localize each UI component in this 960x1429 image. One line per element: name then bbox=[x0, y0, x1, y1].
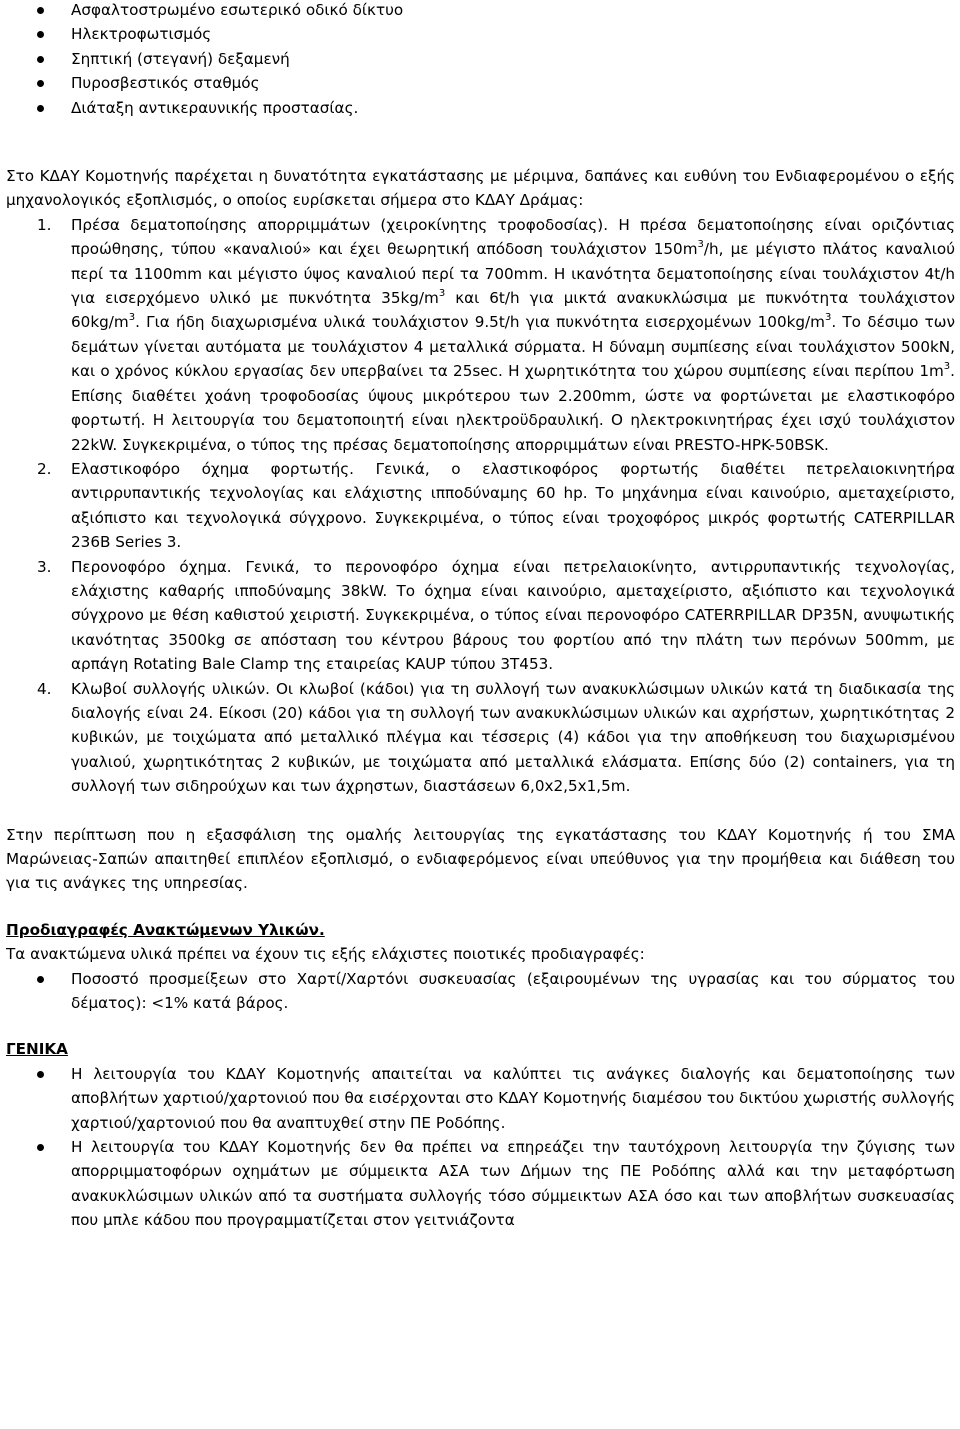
bullet-icon bbox=[37, 1071, 44, 1078]
general-heading: ΓΕΝΙΚΑ bbox=[6, 1040, 68, 1059]
bullet-icon bbox=[37, 80, 44, 87]
item-text: Πρέσα δεματοποίησης απορριμμάτων (χειροκίνητης τροφοδοσίας). Η πρέσα δεματοποίησης είναι οριζόντιας προώθησης, τύπου «καναλιού» και έχει θεωρητική απόδοση τουλάχιστον $150m^3/h$, με μέγιστο πλάτος καναλιού περί τα 1100mm και μέγιστο ύψος καναλιού περί τα 700mm. Η ικανότητα δεματοποίησης είναι τουλάχιστον 4t/h για εισερχόμενο υλικό με πυκνότητα $35kg/m^3$ και 6t/h για μικτά ανακυκλώσιμα με πυκνότητα τουλάχιστον $60kg/m^3$. Για ήδη διαχωρισμένα υλικά τουλάχιστον 9.5t/h για πυκνότητα εισερχομένων $100kg/m^3$. Το δέσιμο των δεμάτων γίνεται αυτόματα με τουλάχιστον 4 μεταλλικά σύρματα. Η δύναμη συμπίεσης είναι τουλάχιστον 500kN, και ο χρόνος κύκλου εργασίας δεν υπερβαίνει τα 25sec. Η χωρητικότητα του χώρου συμπίεσης είναι περίπου $1m^3$. Επίσης διαθέτει χοάνη τροφοδοσίας ύψους μικρότερου των 2.200mm, ώστε να φορτώνεται με ελαστικοφόρο φορτωτή. Η λειτουργία του δεματοποιητή είναι ηλεκτροϋδραυλική. Ο ηλεκτροκινητήρας έχει ισχύ τουλάχιστον 22kW. Συγκεκριμένα, ο τύπος της πρέσας δεματοποίησης απορριμμάτων είναι PRESTO-HPK-50BSK. bbox=[71, 215, 955, 454]
equipment-item bbox=[6, 555, 955, 677]
list-item bbox=[6, 71, 955, 95]
sma-paragraph: Στην περίπτωση που η εξασφάλιση της ομαλής λειτουργίας της εγκατάστασης του ΚΔΑΥ Κομοτηνής ή του ΣΜΑ Μαρώνειας-Σαπών απαιτηθεί επιπλέον εξοπλισμό, ο ενδιαφερόμενος είναι υπεύθυνος για την προμήθεια και διάθεση του για τις ανάγκες της υπηρεσίας. bbox=[6, 825, 955, 893]
item-number: 4. bbox=[37, 679, 52, 698]
item-number: 1. bbox=[37, 215, 52, 234]
list-item-text: Ηλεκτροφωτισμός bbox=[71, 25, 212, 44]
equipment-list bbox=[6, 213, 955, 799]
specs-heading: Προδιαγραφές Ανακτώμενων Υλικών. bbox=[6, 920, 325, 939]
bullet-icon bbox=[37, 31, 44, 38]
item-text: Ελαστικοφόρο όχημα φορτωτής. Γενικά, ο ελαστικοφόρος φορτωτής διαθέτει πετρελαιοκινητήρα αντιρρυπαντικής τεχνολογίας και ελάχιστης ιπποδύναμης 60 hp. Το μηχάνημα είναι καινούριο, αμεταχείριστο, αξιόπιστο και τεχνολογικά σύγχρονο. Συγκεκριμένα, ο τύπος είναι τροχοφόρος μικρός φορτωτής CATERPILLAR 236B Series 3. bbox=[71, 459, 955, 552]
list-item bbox=[6, 1062, 955, 1135]
list-item bbox=[6, 47, 955, 71]
list-item bbox=[6, 96, 955, 120]
general-bullet-list bbox=[6, 1062, 955, 1233]
item-text: Περονοφόρο όχημα. Γενικά, το περονοφόρο όχημα είναι πετρελαιοκίνητο, αντιρρυπαντικής τεχνολογίας, ελάχιστης καθαρής ιπποδύναμης 38kW. Το όχημα είναι καινούριο, αμεταχείριστο, αξιόπιστο και τεχνολογικά σύγχρονο με θέση καθιστού χειριστή. Συγκεκριμένα, ο τύπος είναι περονοφόρο CATERRPILLAR DP35N, ανυψωτικής ικανότητας 3500kg σε απόσταση του κέντρου βάρους του φορτίου από την πλάτη των περόνων 500mm, με αρπάγη Rotating Bale Clamp της εταιρείας KAUP τύπου 3T453. bbox=[71, 557, 955, 674]
bullet-icon bbox=[37, 7, 44, 14]
specs-bullet-list bbox=[6, 967, 955, 1016]
document-page bbox=[6, 0, 955, 1233]
list-item bbox=[6, 22, 955, 46]
item-text: Κλωβοί συλλογής υλικών. Οι κλωβοί (κάδοι) για τη συλλογή των ανακυκλώσιμων υλικών κατά τη διαδικασία της διαλογής είναι 24. Είκοσι (20) κάδοι για τη συλλογή των ανακυκλώσιμων υλικών και αχρήστων, χωρητικότητας 2 κυβικών, με τοιχώματα από μεταλλικό πλέγμα και τέσσερις (4) κάδοι για την αποθήκευση του διαχωρισμένου γυαλιού, χωρητικότητας 2 κυβικών, με τοιχώματα από μεταλλικά ελάσματα. Επίσης δύο (2) containers, για τη συλλογή των σιδηρούχων και των άχρηστων, διαστάσεων 6,0x2,5x1,5m. bbox=[71, 679, 955, 796]
bullet-icon bbox=[37, 105, 44, 112]
bullet-icon bbox=[37, 1144, 44, 1151]
list-item bbox=[6, 0, 955, 22]
equipment-item bbox=[6, 457, 955, 555]
list-item-text: Η λειτουργία του ΚΔΑΥ Κομοτηνής απαιτείται να καλύπτει τις ανάγκες διαλογής και δεματοποίησης των αποβλήτων χαρτιού/χαρτονιού που θα εισέρχονται στο ΚΔΑΥ Κομοτηνής διαμέσου του δικτύου χωριστής συλλογής χαρτιού/χαρτονιού που θα αναπτυχθεί στην ΠΕ Ροδόπης. bbox=[71, 1064, 955, 1132]
bullet-icon bbox=[37, 976, 44, 983]
item-number: 3. bbox=[37, 557, 52, 576]
specs-intro: Τα ανακτώμενα υλικά πρέπει να έχουν τις εξής ελάχιστες ποιοτικές προδιαγραφές: bbox=[6, 945, 645, 964]
bullet-icon bbox=[37, 56, 44, 63]
list-item-text: Πυροσβεστικός σταθμός bbox=[71, 74, 260, 93]
item-number: 2. bbox=[37, 459, 52, 478]
list-item bbox=[6, 1135, 955, 1233]
top-bullet-list bbox=[6, 0, 955, 120]
list-item-text: Η λειτουργία του ΚΔΑΥ Κομοτηνής δεν θα πρέπει να επηρεάζει την ταυτόχρονη λειτουργία την ζύγισης των απορριμματοφόρων οχημάτων με σύμμεικτα ΑΣΑ των Δήμων της ΠΕ Ροδόπης αλλά και την μεταφόρτωση ανακυκλώσιμων υλικών από τα συστήματα συλλογής τόσο σύμμεικτων ΑΣΑ όσο και των αποβλήτων συσκευασίας που μπλε κάδου που προγραμματίζεται στον γειτνιάζοντα bbox=[71, 1138, 955, 1230]
list-item bbox=[6, 967, 955, 1016]
list-item-text: Ασφαλτοστρωμένο εσωτερικό οδικό δίκτυο bbox=[71, 1, 404, 19]
equipment-item bbox=[6, 213, 955, 457]
list-item-text: Ποσοστό προσμείξεων στο Χαρτί/Χαρτόνι συσκευασίας (εξαιρουμένων της υγρασίας και του σύρματος του δέματος): <1% κατά βάρος. bbox=[71, 969, 955, 1013]
list-item-text: Διάταξη αντικεραυνικής προστασίας. bbox=[71, 98, 359, 117]
list-item-text: Σηπτική (στεγανή) δεξαμενή bbox=[71, 49, 290, 68]
equipment-item bbox=[6, 677, 955, 799]
intro-paragraph: Στο ΚΔΑΥ Κομοτηνής παρέχεται η δυνατότητα εγκατάστασης με μέριμνα, δαπάνες και ευθύνη του Ενδιαφερομένου ο εξής μηχανολογικός εξοπλισμός, ο οποίος ευρίσκεται σήμερα στο ΚΔΑΥ Δράμας: bbox=[6, 167, 955, 210]
